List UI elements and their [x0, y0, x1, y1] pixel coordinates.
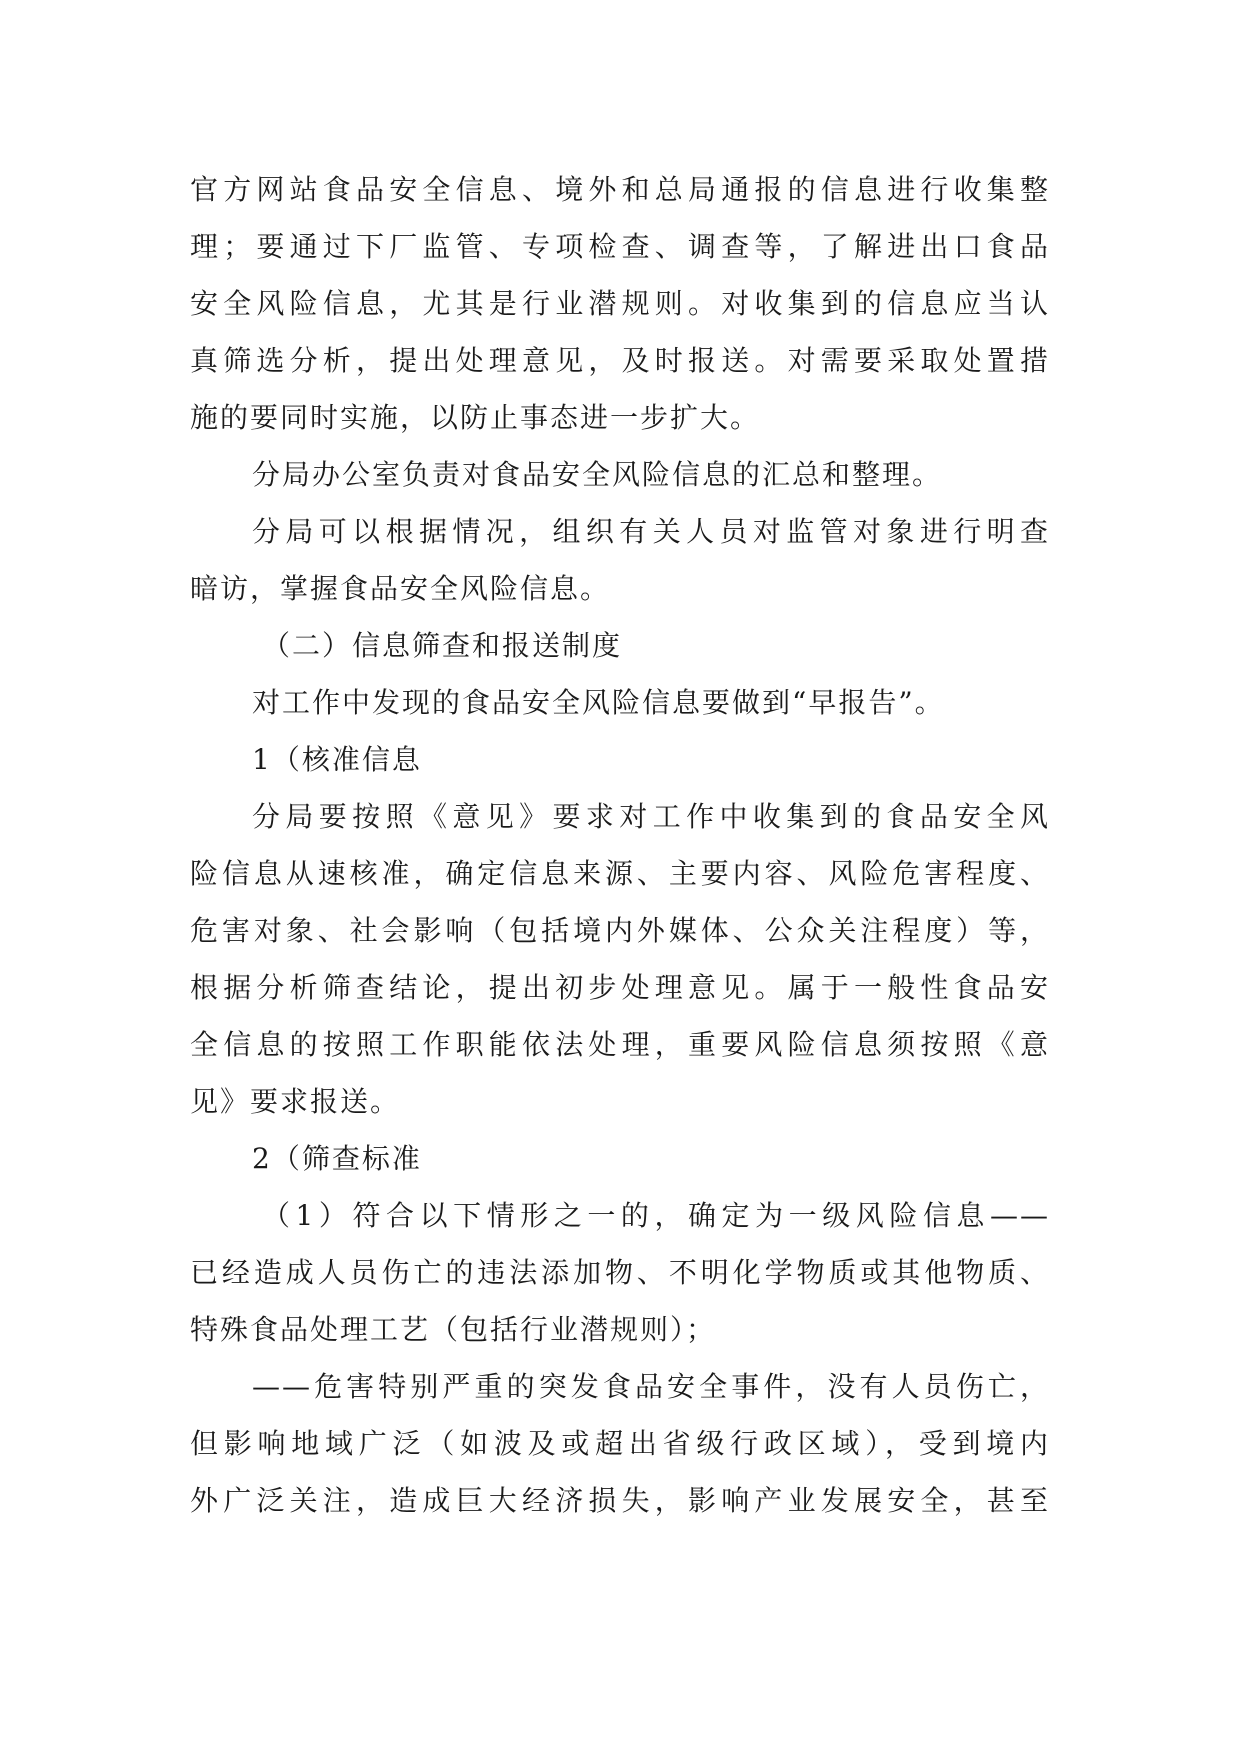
text-line: 根据分析筛查结论，提出初步处理意见。属于一般性食品安: [190, 971, 1050, 1004]
subsection-heading: 1（核准信息: [252, 743, 422, 776]
text-line: ——危害特别严重的突发食品安全事件，没有人员伤亡，: [252, 1370, 1050, 1403]
text-line: 安全风险信息，尤其是行业潜规则。对收集到的信息应当认: [190, 287, 1050, 320]
text-line: 但影响地域广泛（如波及或超出省级行政区域），受到境内: [190, 1427, 1050, 1460]
subsection-heading: 2（筛查标准: [252, 1142, 422, 1175]
text-line: 施的要同时实施，以防止事态进一步扩大。: [190, 401, 761, 434]
text-line: 对工作中发现的食品安全风险信息要做到“早报告”。: [252, 686, 945, 719]
text-line: 已经造成人员伤亡的违法添加物、不明化学物质或其他物质、: [190, 1256, 1050, 1289]
text-line: 外广泛关注，造成巨大经济损失，影响产业发展安全，甚至: [190, 1484, 1050, 1517]
section-heading: （二）信息筛查和报送制度: [262, 629, 623, 662]
text-line: 特殊食品处理工艺（包括行业潜规则）；: [190, 1313, 717, 1346]
text-line: 官方网站食品安全信息、境外和总局通报的信息进行收集整: [190, 173, 1050, 206]
text-line: 见》要求报送。: [190, 1085, 401, 1118]
text-line: 险信息从速核准，确定信息来源、主要内容、风险危害程度、: [190, 857, 1050, 890]
text-line: 暗访，掌握食品安全风险信息。: [190, 572, 611, 605]
text-line: 全信息的按照工作职能依法处理，重要风险信息须按照《意: [190, 1028, 1050, 1061]
text-line: 分局办公室负责对食品安全风险信息的汇总和整理。: [252, 458, 943, 491]
text-line: 危害对象、社会影响（包括境内外媒体、公众关注程度）等，: [190, 914, 1050, 947]
text-line: 真筛选分析，提出处理意见，及时报送。对需要采取处置措: [190, 344, 1050, 377]
text-line: 理；要通过下厂监管、专项检查、调查等，了解进出口食品: [190, 230, 1050, 263]
text-line: 分局可以根据情况，组织有关人员对监管对象进行明查: [252, 515, 1050, 548]
text-line: 分局要按照《意见》要求对工作中收集到的食品安全风: [252, 800, 1050, 833]
text-line: （1）符合以下情形之一的，确定为一级风险信息——: [262, 1199, 1050, 1232]
